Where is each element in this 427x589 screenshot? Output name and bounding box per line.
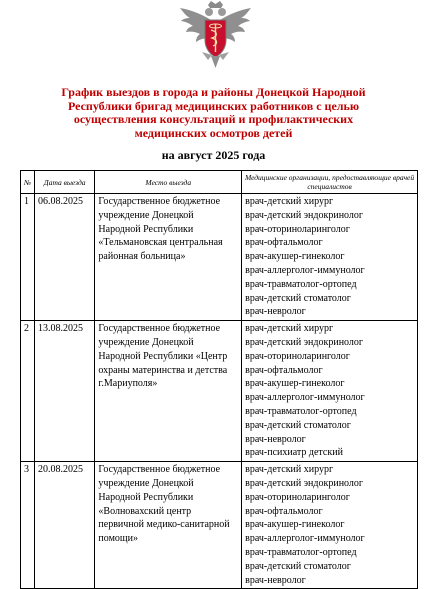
specialist-item: врач-офтальмолог (245, 237, 323, 249)
specialist-item: врач-травматолог-ортопед (245, 546, 357, 558)
specialist-item: врач-психиатр детский (245, 447, 343, 459)
specialist-item: врач-акушер-гинеколог (245, 519, 345, 531)
specialist-item: врач-невролог (245, 574, 306, 586)
specialist-item: врач-детский эндокринолог (245, 209, 364, 221)
specialist-item: врач-невролог (245, 433, 306, 445)
row-number: 1 (21, 194, 35, 321)
row-date: 20.08.2025 (35, 462, 95, 589)
document-title (40, 86, 387, 140)
specialist-item: врач-детский стоматолог (245, 292, 351, 304)
specialist-item: врач-детский эндокринолог (245, 336, 364, 348)
table-row (21, 194, 418, 321)
row-number: 3 (21, 462, 35, 589)
row-place: Государственное бюджетное учреждение Донецкой Народной Республики «Волновахский центр первичной медико-санитарной помощи» (95, 462, 242, 589)
row-date: 06.08.2025 (35, 194, 95, 321)
specialist-item: врач-травматолог-ортопед (245, 405, 357, 417)
specialist-item: врач-акушер-гинеколог (245, 378, 345, 390)
specialist-item: врач-травматолог-ортопед (245, 278, 357, 290)
specialist-item: врач-оториноларинголог (245, 350, 350, 362)
specialist-item: врач-детский эндокринолог (245, 477, 364, 489)
title-line: График выездов в города и районы Донецкой Народной (61, 85, 366, 99)
row-specialists (242, 462, 418, 589)
column-header-specialists: Медицинские организации, предоставляющие врачей специалистов (242, 171, 418, 194)
specialist-item: врач-детский хирург (245, 196, 334, 207)
row-place: Государственное бюджетное учреждение Донецкой Народной Республики «Центр охраны материнства и детства г.Мариуполя» (95, 321, 242, 462)
specialist-item: врач-детский стоматолог (245, 560, 351, 572)
specialist-item: врач-оториноларинголог (245, 491, 350, 503)
row-date: 13.08.2025 (35, 321, 95, 462)
specialist-item: врач-детский хирург (245, 464, 334, 476)
emblem-icon (178, 0, 253, 70)
table-row (21, 462, 418, 589)
specialist-item: врач-аллерголог-иммунолог (245, 264, 365, 276)
column-header-date: Дата выезда (35, 171, 95, 194)
column-header-place: Место выезда (95, 171, 242, 194)
row-place: Государственное бюджетное учреждение Донецкой Народной Республики «Тельмановская центральная районная больница» (95, 194, 242, 321)
specialist-item: врач-детский хирург (245, 323, 334, 335)
specialist-item: врач-офтальмолог (245, 505, 323, 517)
specialist-item: врач-офтальмолог (245, 364, 323, 376)
specialist-item: врач-аллерголог-иммунолог (245, 533, 365, 545)
document-subtitle: на август 2025 года (161, 148, 266, 162)
title-line: медицинских осмотров детей (134, 125, 293, 140)
row-number: 2 (21, 321, 35, 462)
schedule-table (20, 170, 418, 589)
specialist-item: врач-невролог (245, 306, 306, 318)
column-header-number: № (21, 171, 35, 194)
row-specialists (242, 321, 418, 462)
table-header-row (21, 171, 418, 194)
table-row (21, 321, 418, 462)
title-line: осуществления консультаций и профилактических (73, 112, 354, 126)
specialist-item: врач-детский стоматолог (245, 419, 351, 431)
specialist-item: врач-оториноларинголог (245, 223, 350, 235)
specialist-item: врач-акушер-гинеколог (245, 251, 345, 263)
title-line: Республики бригад медицинских работников с целью (67, 98, 360, 113)
row-specialists (242, 194, 418, 321)
specialist-item: врач-аллерголог-иммунолог (245, 392, 365, 404)
